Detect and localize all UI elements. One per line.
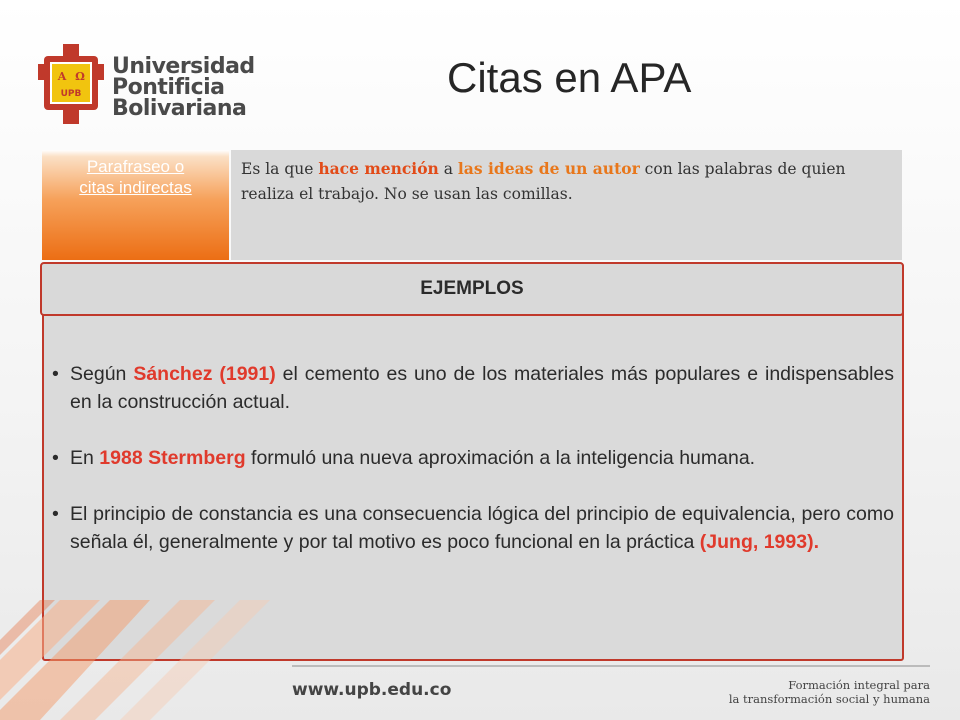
- example-1-text-post: el cemento es uno de los materiales más populares e indispensables en la construcción actual.: [70, 363, 894, 413]
- slide-title: Citas en APA: [447, 54, 692, 101]
- example-2-text-post: formuló una nueva aproximación a la inteligencia humana.: [245, 447, 756, 469]
- definition-text-1: Es la que: [241, 160, 319, 178]
- example-item-3: [52, 500, 894, 556]
- crest-letter-alpha: A: [57, 70, 67, 83]
- logo-wordmark: [112, 56, 255, 119]
- crest-letters-upb: UPB: [60, 89, 82, 99]
- examples-list: [52, 360, 894, 584]
- example-1-text-pre: Según: [70, 363, 134, 385]
- bullet-icon: •: [52, 363, 59, 385]
- example-3-citation: (Jung, 1993).: [699, 531, 819, 553]
- example-2-citation: 1988 Stermberg: [99, 447, 246, 469]
- example-3-text-pre: El principio de constancia es una consecuencia lógica del principio de equivalencia, pero como señala él, generalmente y por tal motivo es poco funcional en la práctica: [70, 503, 894, 553]
- bullet-icon: •: [52, 503, 59, 525]
- crest-letter-omega: Ω: [75, 70, 85, 83]
- footer-slogan-line-2: la transformación social y humana: [728, 692, 930, 706]
- definition-text-2: a: [438, 160, 458, 178]
- examples-heading: EJEMPLOS: [40, 262, 904, 316]
- logo-line-3: Bolivariana: [112, 96, 247, 121]
- logo-line-1: Universidad: [112, 54, 255, 79]
- example-2-text-pre: En: [70, 447, 100, 469]
- university-logo: [38, 44, 255, 124]
- footer-slogan: [729, 678, 930, 706]
- definition-term-cell: [42, 150, 229, 260]
- decorative-stripes: [0, 600, 300, 720]
- crest-icon: [38, 44, 104, 124]
- definition-highlight-2: las ideas de un autor: [457, 159, 640, 178]
- example-1-citation: Sánchez (1991): [133, 363, 276, 385]
- logo-line-2: Pontificia: [112, 75, 225, 100]
- definition-term-line-2: citas indirectas: [79, 178, 192, 197]
- bullet-icon: •: [52, 447, 59, 469]
- definition-highlight-1: hace mención: [318, 159, 439, 178]
- definition-term-line-1: Parafraseo o: [86, 157, 185, 176]
- example-item-2: [52, 444, 894, 472]
- footer-url: www.upb.edu.co: [292, 680, 452, 700]
- definition-text-cell: [231, 150, 902, 260]
- example-item-1: [52, 360, 894, 416]
- footer-slogan-line-1: Formación integral para: [788, 678, 930, 692]
- footer-divider: [292, 665, 930, 667]
- definition-text-3: con las palabras de quien realiza el trabajo. No se usan las comillas.: [241, 160, 846, 203]
